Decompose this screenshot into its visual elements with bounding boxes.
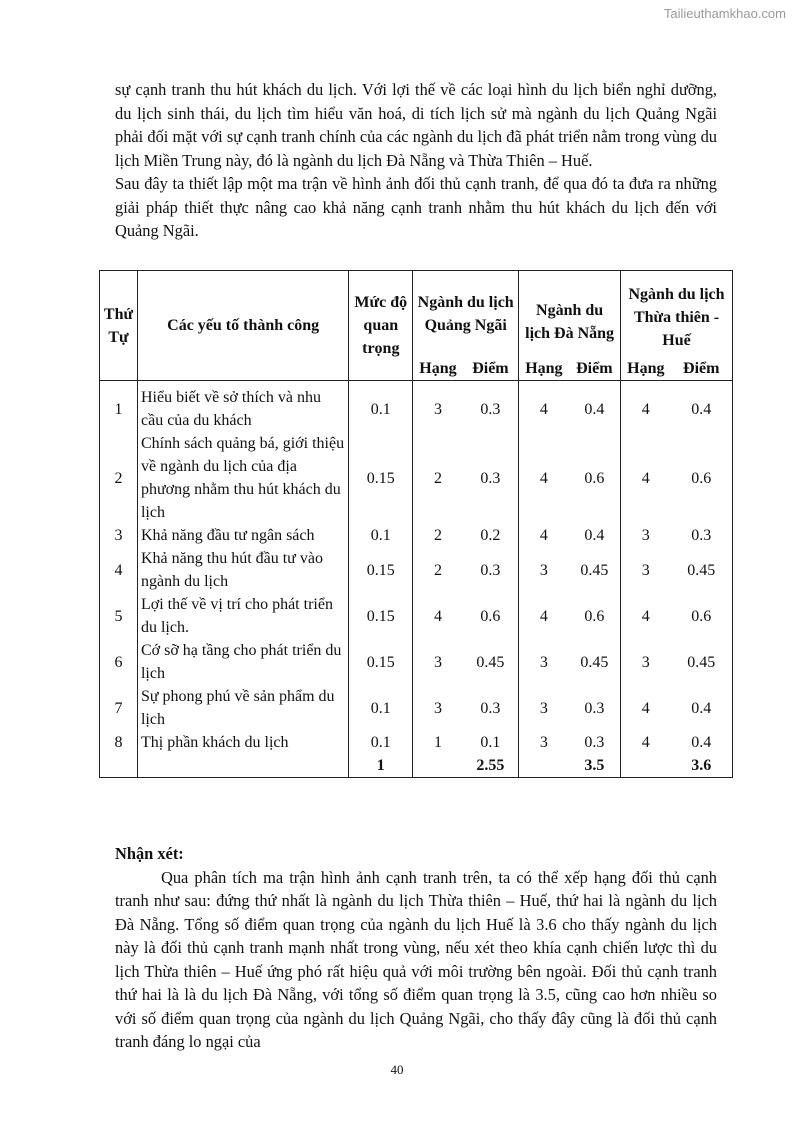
remark-section	[115, 842, 717, 1054]
remark-paragraph: Qua phân tích ma trận hình ảnh cạnh tranh trên, ta có thể xếp hạng đối thủ cạnh tranh như sau: đứng thứ nhất là ngành du lịch Thừa thiên – Huế, thứ hai là ngành du lịch Đà Nẵng. Tổng số điểm quan trọng của ngành du lịch Huế là 3.6 cho thấy ngành du lịch này là đối thủ cạnh tranh mạnh nhất trong vùng, nếu xét theo khía cạnh chiến lược thì du lịch Thừa thiên – Huế ứng phó rất hiệu quả với môi trường bên ngoài. Đối thủ cạnh tranh thứ hai là là du lịch Đà Nẵng, với tổng số điểm quan trọng là 3.5, cũng cao hơn nhiều so với số điểm quan trọng của ngành du lịch Quảng Ngãi, cho thấy đây cũng là đối thủ cạnh tranh đáng lo ngại của	[115, 867, 717, 1051]
row-hue-rank: 4	[621, 381, 671, 433]
header-dn-rank: Hạng	[519, 357, 569, 381]
row-number: 3	[100, 524, 138, 547]
row-dn-score: 0.6	[569, 432, 621, 524]
row-qn-rank: 3	[413, 381, 463, 433]
row-hue-score: 0.4	[671, 685, 733, 731]
row-dn-rank: 4	[519, 432, 569, 524]
row-dn-rank: 3	[519, 547, 569, 593]
total-dn-rank-blank	[519, 754, 569, 778]
row-dn-rank: 3	[519, 639, 569, 685]
row-hue-rank: 3	[621, 524, 671, 547]
table-row	[100, 524, 733, 547]
intro-section	[115, 78, 717, 243]
row-hue-rank: 4	[621, 685, 671, 731]
row-factor: Hiểu biết về sở thích và nhu cầu của du khách	[137, 381, 348, 433]
row-number: 6	[100, 639, 138, 685]
row-qn-score: 0.3	[463, 381, 519, 433]
row-factor: Khả năng đầu tư ngân sách	[137, 524, 348, 547]
row-dn-score: 0.3	[569, 685, 621, 731]
row-number: 8	[100, 731, 138, 754]
row-qn-score: 0.3	[463, 547, 519, 593]
header-importance: Mức độ quan trọng	[349, 271, 413, 381]
total-weight: 1	[349, 754, 413, 778]
header-da-nang: Ngành du lịch Đà Nẵng	[519, 271, 621, 358]
row-qn-rank: 2	[413, 524, 463, 547]
row-weight: 0.15	[349, 432, 413, 524]
row-hue-score: 0.3	[671, 524, 733, 547]
row-hue-score: 0.45	[671, 639, 733, 685]
row-dn-score: 0.6	[569, 593, 621, 639]
row-dn-score: 0.45	[569, 547, 621, 593]
row-dn-score: 0.3	[569, 731, 621, 754]
row-dn-score: 0.4	[569, 381, 621, 433]
competitive-image-matrix	[99, 270, 733, 778]
row-qn-rank: 2	[413, 432, 463, 524]
row-number: 4	[100, 547, 138, 593]
row-qn-rank: 3	[413, 685, 463, 731]
table-row	[100, 432, 733, 524]
row-weight: 0.1	[349, 731, 413, 754]
header-dn-score: Điểm	[569, 357, 621, 381]
row-hue-rank: 4	[621, 731, 671, 754]
header-qn-score: Điểm	[463, 357, 519, 381]
row-qn-rank: 1	[413, 731, 463, 754]
row-dn-rank: 3	[519, 731, 569, 754]
row-hue-score: 0.45	[671, 547, 733, 593]
row-weight: 0.15	[349, 547, 413, 593]
row-dn-score: 0.45	[569, 639, 621, 685]
row-dn-rank: 3	[519, 685, 569, 731]
total-label-blank	[137, 754, 348, 778]
table-row	[100, 593, 733, 639]
total-qn-score: 2.55	[463, 754, 519, 778]
row-hue-rank: 4	[621, 432, 671, 524]
table-row	[100, 731, 733, 754]
row-weight: 0.1	[349, 381, 413, 433]
row-hue-score: 0.4	[671, 381, 733, 433]
watermark: Tailieuthamkhao.com	[663, 6, 786, 21]
table-header-row	[100, 271, 733, 358]
row-hue-rank: 4	[621, 593, 671, 639]
row-qn-score: 0.3	[463, 685, 519, 731]
table-row	[100, 639, 733, 685]
row-hue-rank: 3	[621, 547, 671, 593]
row-number: 5	[100, 593, 138, 639]
row-qn-rank: 4	[413, 593, 463, 639]
row-qn-score: 0.2	[463, 524, 519, 547]
row-qn-score: 0.1	[463, 731, 519, 754]
total-hue-score: 3.6	[671, 754, 733, 778]
table-total-row	[100, 754, 733, 778]
header-hue: Ngành du lịch Thừa thiên - Huế	[621, 271, 733, 358]
total-hue-rank-blank	[621, 754, 671, 778]
row-hue-score: 0.6	[671, 432, 733, 524]
row-hue-score: 0.6	[671, 593, 733, 639]
row-hue-rank: 3	[621, 639, 671, 685]
row-number: 2	[100, 432, 138, 524]
table-row	[100, 381, 733, 433]
row-factor: Thị phần khách du lịch	[137, 731, 348, 754]
row-hue-score: 0.4	[671, 731, 733, 754]
header-factor: Các yếu tố thành công	[137, 271, 348, 381]
header-qn-rank: Hạng	[413, 357, 463, 381]
row-dn-rank: 4	[519, 381, 569, 433]
row-factor: Khả năng thu hút đầu tư vào ngành du lịch	[137, 547, 348, 593]
header-quang-ngai: Ngành du lịch Quảng Ngãi	[413, 271, 519, 358]
row-qn-score: 0.6	[463, 593, 519, 639]
row-weight: 0.1	[349, 685, 413, 731]
total-blank	[100, 754, 138, 778]
intro-paragraph-2: Sau đây ta thiết lập một ma trận về hình ảnh đối thủ cạnh tranh, để qua đó ta đưa ra những giải pháp thiết thực nâng cao khả năng cạnh tranh nhằm thu hút khách du lịch đến với Quảng Ngãi.	[115, 174, 717, 240]
row-dn-rank: 4	[519, 524, 569, 547]
remark-heading: Nhận xét:	[115, 844, 184, 863]
header-hue-score: Điểm	[671, 357, 733, 381]
table-row	[100, 685, 733, 731]
total-dn-score: 3.5	[569, 754, 621, 778]
row-weight: 0.1	[349, 524, 413, 547]
row-qn-rank: 2	[413, 547, 463, 593]
row-number: 1	[100, 381, 138, 433]
page-number: 40	[390, 1062, 404, 1077]
row-weight: 0.15	[349, 639, 413, 685]
row-qn-rank: 3	[413, 639, 463, 685]
row-factor: Sự phong phú về sản phẩm du lịch	[137, 685, 348, 731]
row-dn-rank: 4	[519, 593, 569, 639]
header-order: Thứ Tự	[100, 271, 138, 381]
total-qn-rank-blank	[413, 754, 463, 778]
row-weight: 0.15	[349, 593, 413, 639]
row-factor: Cớ sỡ hạ tầng cho phát triển du lịch	[137, 639, 348, 685]
row-factor: Chính sách quảng bá, giới thiệu về ngành du lịch của địa phương nhằm thu hút khách du lịch	[137, 432, 348, 524]
header-hue-rank: Hạng	[621, 357, 671, 381]
intro-paragraph-1: sự cạnh tranh thu hút khách du lịch. Với lợi thế về các loại hình du lịch biển nghỉ dưỡng, du lịch sinh thái, du lịch tìm hiểu văn hoá, di tích lịch sử mà ngành du lịch Quảng Ngãi phải đối mặt với sự cạnh tranh chính của các ngành du lịch đã phát triển nằm trong vùng du lịch Miền Trung này, đó là ngành du lịch Đà Nẵng và Thừa Thiên – Huế.	[115, 80, 717, 170]
row-qn-score: 0.3	[463, 432, 519, 524]
row-factor: Lợi thế về vị trí cho phát triển du lịch.	[137, 593, 348, 639]
row-qn-score: 0.45	[463, 639, 519, 685]
row-dn-score: 0.4	[569, 524, 621, 547]
table-row	[100, 547, 733, 593]
row-number: 7	[100, 685, 138, 731]
